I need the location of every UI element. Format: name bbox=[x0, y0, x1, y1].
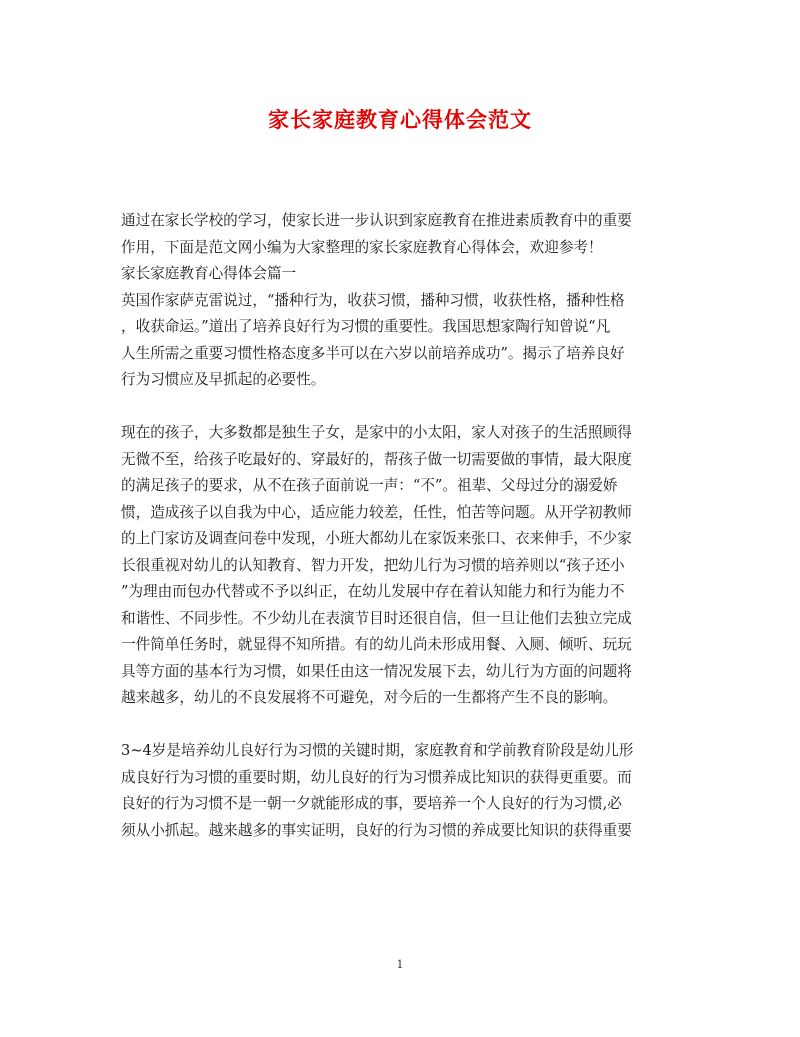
text-line: 须从小抓起。越来越多的事实证明，良好的行为习惯的养成要比知识的获得重要 bbox=[121, 821, 632, 839]
text-line: 作用，下面是范文网小编为大家整理的家长家庭教育心得体会，欢迎参考！ bbox=[121, 238, 603, 256]
text-line: 通过在家长学校的学习，使家长进一步认识到家庭教育在推进素质教育中的重要 bbox=[121, 212, 632, 229]
text-line: 家长家庭教育心得体会篇一 bbox=[121, 265, 297, 282]
text-line: 人生所需之重要习惯性格态度多半可以在六岁以前培养成功”。揭示了培养良好 bbox=[121, 344, 625, 362]
text-line: 成良好行为习惯的重要时期，幼儿良好的行为习惯养成比知识的获得更重要。而 bbox=[121, 768, 632, 786]
page-number: 1 bbox=[396, 958, 404, 971]
text-line: 具等方面的基本行为习惯，如果任由这一情况发展下去，幼儿行为方面的问题将 bbox=[121, 662, 632, 680]
text-line: 英国作家萨克雷说过，“播种行为，收获习惯，播种习惯，收获性格，播种性格 bbox=[121, 291, 625, 309]
text-line: 的上门家访及调查问卷中发现，小班大都幼儿在家饭来张口、衣来伸手，不少家 bbox=[121, 530, 632, 547]
text-line: 和谐性、不同步性。不少幼儿在表演节目时还很自信，但一旦让他们去独立完成 bbox=[121, 609, 632, 627]
document-title: 家长家庭教育心得体会范文 bbox=[268, 107, 532, 132]
text-line: 3~4岁是培养幼儿良好行为习惯的关键时期，家庭教育和学前教育阶段是幼儿形 bbox=[121, 742, 634, 759]
text-line: 无微不至，给孩子吃最好的、穿最好的，帮孩子做一切需要做的事情，最大限度 bbox=[121, 450, 632, 468]
text-line: 良好的行为习惯不是一朝一夕就能形成的事，要培养一个人良好的行为习惯,必 bbox=[121, 795, 622, 812]
text-line: 惯，造成孩子以自我为中心，适应能力较差，任性，怕苦等问题。从开学初教师 bbox=[121, 503, 632, 521]
text-line: ”为理由而包办代替或不予以纠正，在幼儿发展中存在着认知能力和行为能力不 bbox=[121, 583, 625, 600]
text-line: 越来越多，幼儿的不良发展将不可避免，对今后的一生都将产生不良的影响。 bbox=[121, 689, 618, 706]
text-line: 一件简单任务时，就显得不知所措。有的幼儿尚未形成用餐、入厕、倾听、玩玩 bbox=[121, 636, 632, 653]
text-line: 现在的孩子，大多数都是独生子女，是家中的小太阳，家人对孩子的生活照顾得 bbox=[121, 424, 632, 441]
text-line: 行为习惯应及早抓起的必要性。 bbox=[121, 371, 326, 388]
text-line: ，收获命运。”道出了培养良好行为习惯的重要性。我国思想家陶行知曾说“凡 bbox=[121, 318, 611, 335]
paragraph-gap bbox=[121, 712, 681, 739]
document-body bbox=[121, 208, 681, 844]
text-line: 长很重视对幼儿的认知教育、智力开发，把幼儿行为习惯的培养则以“孩子还小 bbox=[121, 556, 625, 574]
paragraph-gap bbox=[121, 394, 681, 421]
text-line: 的满足孩子的要求，从不在孩子面前说一声：“不”。祖辈、父母过分的溺爱娇 bbox=[121, 477, 618, 494]
